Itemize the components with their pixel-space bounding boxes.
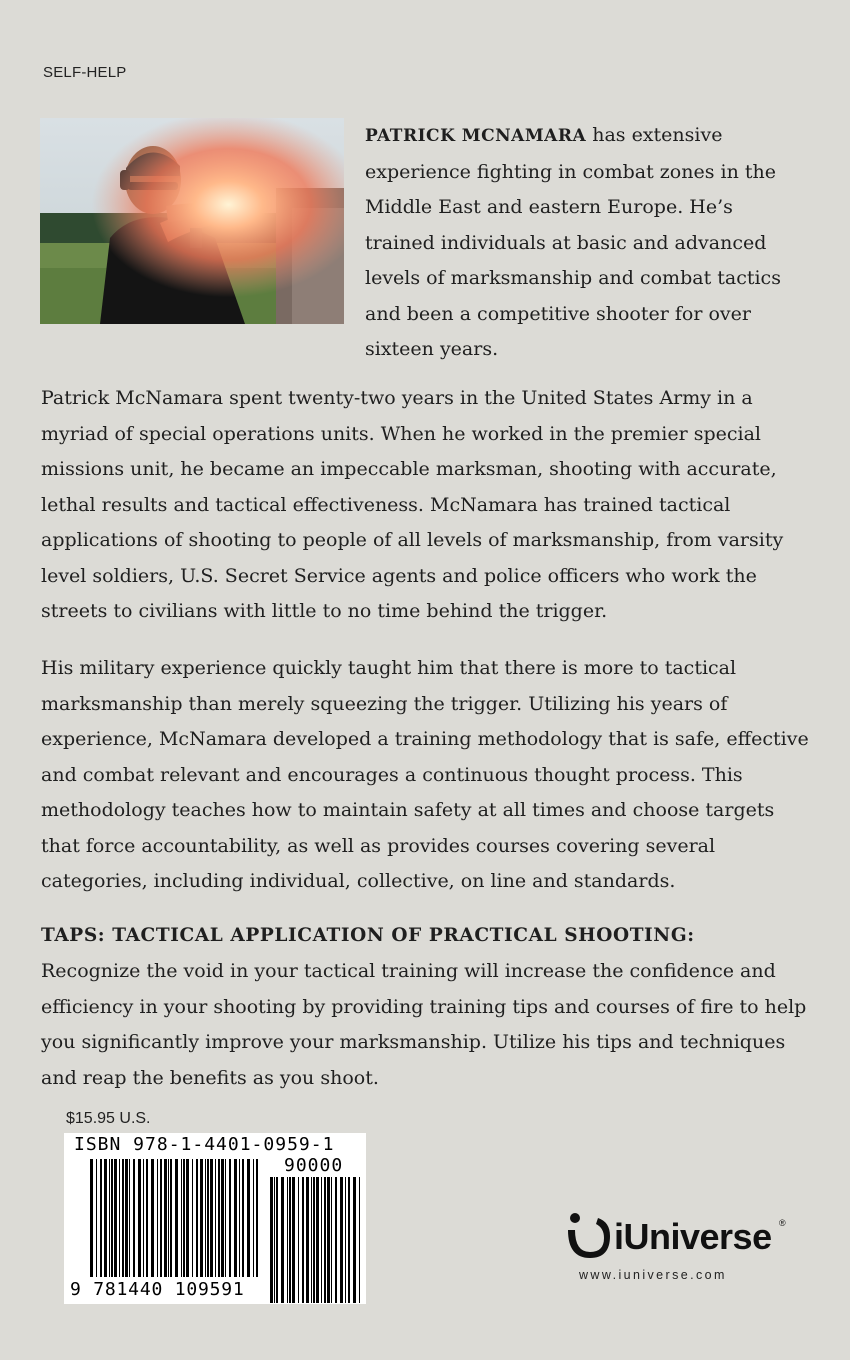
paragraph-1: Patrick McNamara spent twenty-two years in the United States Army in a myriad of special operations units. When he worked in the premier special missions unit, he became an impeccable marksman, shooting with accurate, lethal results and tactical effectiveness. McNamara has trained tactical applications of shooting to people of all levels of marksmanship, from varsity level soldiers, U.S. Secret Service agents and police officers who work the streets to civilians with little to no time behind the trigger.: [41, 387, 784, 622]
author-bio-text: has extensive experience fighting in combat zones in the Middle East and eastern Europe. He’s trained individuals at basic and advanced levels of marksmanship and combat tactics and been a competitive shooter for over sixteen years.: [365, 124, 781, 360]
section-text: Recognize the void in your tactical training will increase the confidence and efficiency in your shooting by providing training tips and courses of fire to help you significantly improve your marksmanship. Utilize his tips and techniques and reap the benefits as you shoot.: [41, 960, 807, 1089]
publisher-logo-icon: [566, 1212, 612, 1262]
publisher-name: iUniverse: [614, 1216, 772, 1257]
barcode-addon: 90000: [284, 1155, 344, 1176]
author-bio: [365, 118, 805, 368]
ean-number: 9 781440 109591: [70, 1279, 245, 1300]
author-name: PATRICK MCNAMARA: [365, 126, 587, 146]
publisher-url: www.iuniverse.com: [579, 1268, 727, 1282]
author-photo: [40, 118, 344, 324]
publisher-logo: [566, 1212, 796, 1292]
barcode: [64, 1133, 366, 1304]
registered-mark: ®: [779, 1218, 786, 1228]
price: $15.95 U.S.: [66, 1110, 151, 1127]
category-label: SELF-HELP: [43, 64, 127, 81]
isbn-number: ISBN 978-1-4401-0959-1: [74, 1134, 335, 1155]
paragraph-2: His military experience quickly taught him that there is more to tactical marksmanship than merely squeezing the trigger. Utilizing his years of experience, McNamara developed a training methodology that is safe, effective and combat relevant and encourages a continuous thought process. This methodology teaches how to maintain safety at all times and choose targets that force accountability, as well as provides courses covering several categories, including individual, collective, on line and standards.: [41, 657, 809, 892]
section-heading: TAPS: TACTICAL APPLICATION OF PRACTICAL SHOOTING:: [41, 925, 695, 946]
